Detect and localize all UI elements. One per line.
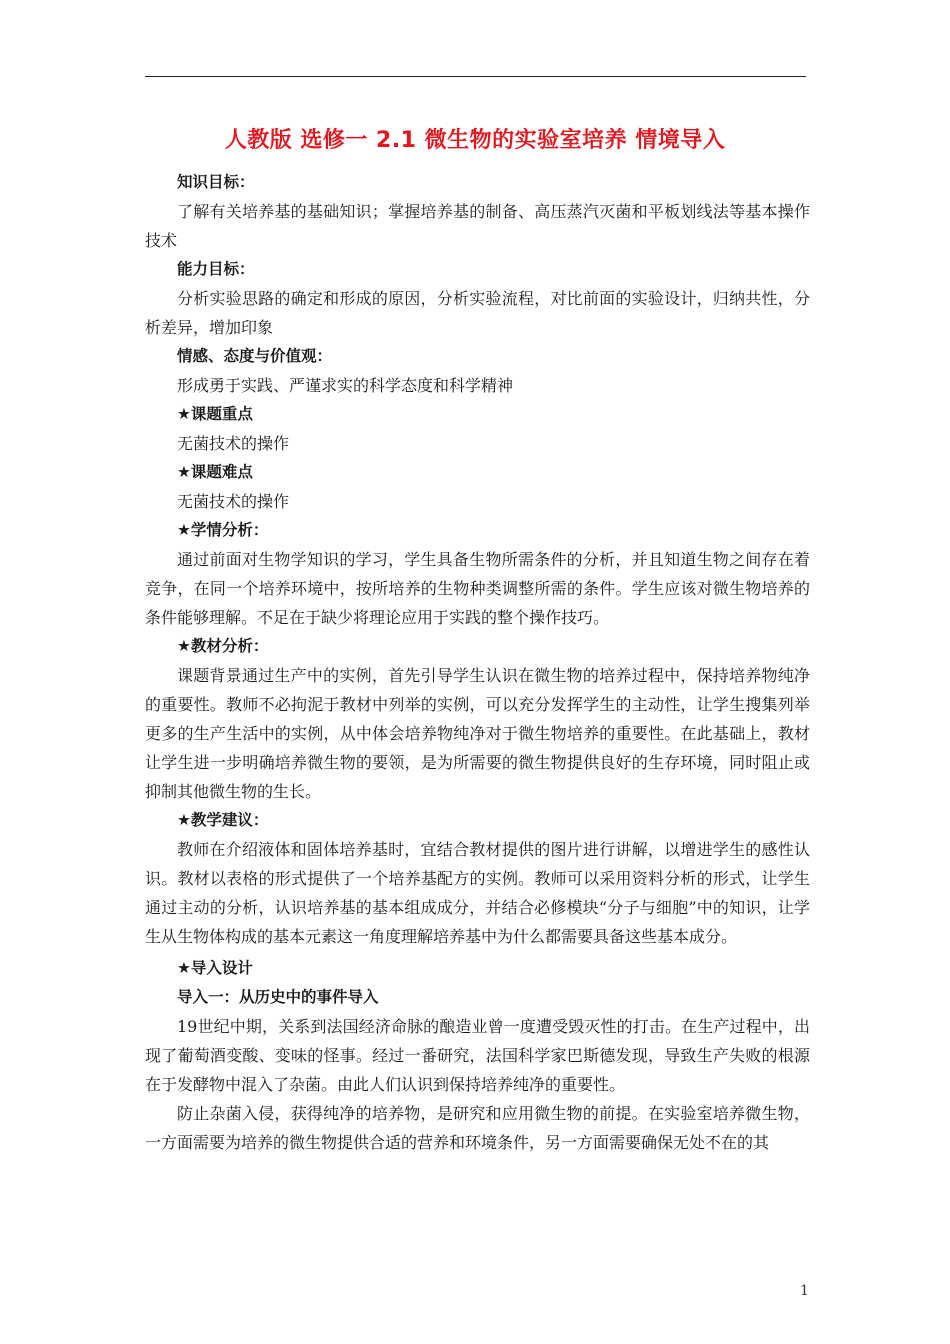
ability-heading: 能力目标：	[177, 260, 255, 278]
header-rule	[145, 76, 806, 77]
emotion-heading: 情感、态度与价值观：	[177, 347, 333, 365]
document-body	[145, 168, 810, 1157]
emotion-text: 形成勇于实践、严谨求实的科学态度和科学精神	[177, 376, 514, 395]
knowledge-heading: 知识目标：	[177, 173, 255, 191]
page-number: 1	[800, 1283, 809, 1299]
knowledge-text: 了解有关培养基的基础知识；掌握培养基的制备、高压蒸汽灭菌和平板划线法等基本操作技术	[145, 202, 810, 250]
difficulty-heading: ★课题难点	[177, 463, 253, 481]
intro1-paragraph-2: 防止杂菌入侵，获得纯净的培养物，是研究和应用微生物的前提。在实验室培养微生物，一方面需要为培养的微生物提供合适的营养和环境条件，另一方面需要确保无处不在的其	[145, 1104, 810, 1152]
intro-heading: ★导入设计	[177, 959, 253, 977]
document-title: 人教版 选修一 2.1 微生物的实验室培养 情境导入	[224, 128, 726, 153]
material-text: 课题背景通过生产中的实例，首先引导学生认识在微生物的培养过程中，保持培养物纯净的重要性。教师不必拘泥于教材中列举的实例，可以充分发挥学生的主动性，让学生搜集列举更多的生产生活中的实例，从中体会培养物纯净对于微生物培养的重要性。在此基础上，教材让学生进一步明确培养微生物的要领，是为所需要的微生物提供良好的生存环境，同时阻止或抑制其他微生物的生长。	[145, 666, 810, 801]
focus-heading: ★课题重点	[177, 405, 253, 423]
teaching-text: 教师在介绍液体和固体培养基时，宜结合教材提供的图片进行讲解，以增进学生的感性认识。教材以表格的形式提供了一个培养基配方的实例。教师可以采用资料分析的形式，让学生通过主动的分析，认识培养基的基本组成成分，并结合必修模块“分子与细胞”中的知识，让学生从生物体构成的基本元素这一角度理解培养基中为什么都需要具备这些基本成分。	[145, 840, 810, 946]
ability-text: 分析实验思路的确定和形成的原因，分析实验流程，对比前面的实验设计，归纳共性，分析差异，增加印象	[145, 289, 810, 337]
material-heading: ★教材分析：	[177, 637, 269, 655]
difficulty-text: 无菌技术的操作	[177, 492, 290, 511]
learner-text: 通过前面对生物学知识的学习，学生具备生物所需条件的分析，并且知道生物之间存在着竞争，在同一个培养环境中，按所培养的生物种类调整所需的条件。学生应该对微生物培养的条件能够理解。不足在于缺少将理论应用于实践的整个操作技巧。	[145, 550, 810, 627]
intro1-heading: 导入一：从历史中的事件导入	[177, 988, 379, 1006]
learner-heading: ★学情分析：	[177, 521, 269, 539]
teaching-heading: ★教学建议：	[177, 811, 269, 829]
intro1-paragraph-1: 19世纪中期，关系到法国经济命脉的酿造业曾一度遭受毁灭性的打击。在生产过程中，出现了葡萄酒变酸、变味的怪事。经过一番研究，法国科学家巴斯德发现，导致生产失败的根源在于发酵物中混入了杂菌。由此人们认识到保持培养纯净的重要性。	[145, 1017, 810, 1094]
focus-text: 无菌技术的操作	[177, 434, 290, 453]
